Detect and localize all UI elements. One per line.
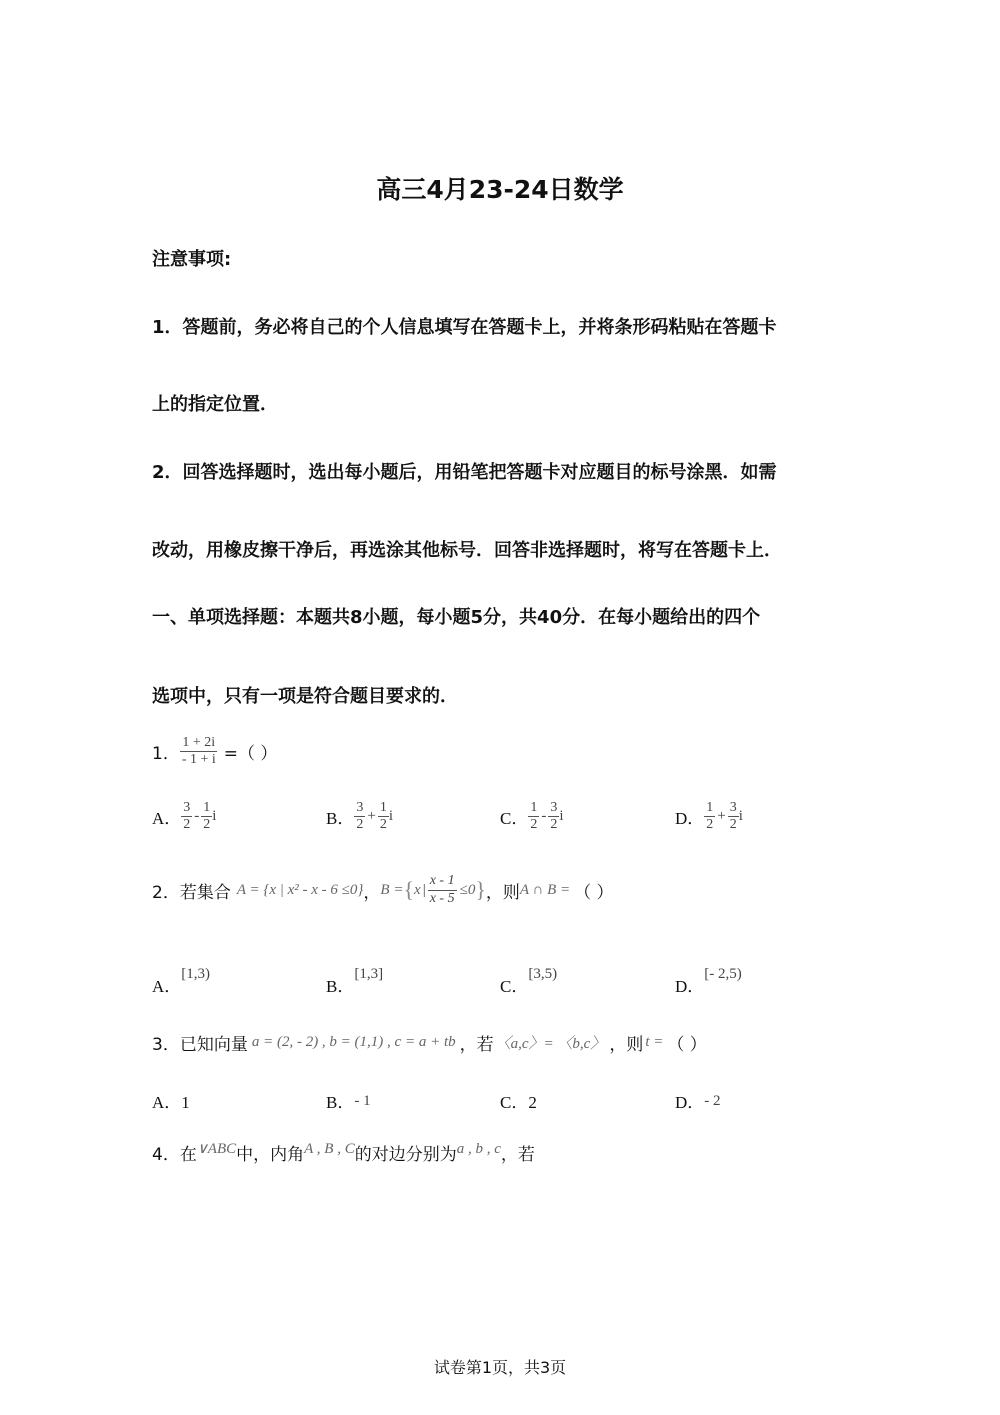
- imaginary-unit: i: [559, 808, 564, 825]
- question-4-number: 4．在: [152, 1145, 197, 1165]
- notice-2-line-2: 改动，用橡皮擦干净后，再选涂其他标号．回答非选择题时，将写在答题卡上．: [152, 540, 782, 561]
- question-3-option-d[interactable]: [675, 1088, 721, 1113]
- question-3-option-b[interactable]: [326, 1088, 371, 1113]
- question-1-option-c[interactable]: [500, 800, 564, 833]
- option-value: 2: [528, 1093, 537, 1112]
- notice-1-line-2: 上的指定位置．: [152, 394, 278, 415]
- set-b-fraction-numerator: x - 1: [428, 873, 457, 890]
- question-4-sides: a , b , c: [456, 1141, 501, 1157]
- right-brace: }: [475, 877, 486, 902]
- option-letter: A．: [152, 977, 182, 996]
- imaginary-unit: i: [738, 808, 743, 825]
- option-letter: B．: [326, 1093, 355, 1112]
- section-1-line-1: 一、单项选择题：本题共8小题，每小题5分，共40分．在每小题给出的四个: [152, 607, 761, 628]
- question-2-option-c[interactable]: [500, 958, 558, 996]
- question-1: [152, 735, 277, 768]
- set-b-prefix: B =: [380, 881, 404, 898]
- question-2-option-a[interactable]: [152, 958, 211, 996]
- option-letter: C．: [500, 809, 529, 829]
- question-4: [152, 1140, 535, 1165]
- question-4-triangle: ∨ABC: [196, 1141, 237, 1157]
- set-b-bar: |: [422, 881, 426, 898]
- option-letter: A．: [152, 809, 182, 829]
- question-2-option-d[interactable]: [675, 958, 742, 996]
- option-value: [- 2,5): [704, 966, 742, 982]
- question-1-fraction: [180, 735, 218, 768]
- question-1-tail: =（ ）: [223, 744, 278, 765]
- option-letter: B．: [326, 809, 355, 829]
- page-title: 高三4月23-24日数学: [376, 175, 624, 204]
- option-value: 1: [181, 1093, 190, 1112]
- fraction: $\frac{1}{2}$: [379, 800, 387, 833]
- question-1-option-a[interactable]: [152, 800, 216, 833]
- option-letter: B．: [326, 977, 355, 996]
- fraction: $\frac{3}{2}$: [729, 800, 737, 833]
- question-2-number: 2．若集合: [152, 882, 231, 903]
- option-letter: C．: [500, 1093, 529, 1112]
- question-3-then: ，则: [609, 1035, 644, 1055]
- option-letter: C．: [500, 977, 529, 996]
- operator: +: [367, 808, 376, 825]
- question-2: [152, 865, 614, 915]
- question-3-option-c[interactable]: [500, 1088, 537, 1113]
- notice-2-line-1: 2．回答选择题时，选出每小题后，用铅笔把答题卡对应题目的标号涂黑．如需: [152, 462, 777, 483]
- option-letter: D．: [675, 809, 705, 829]
- question-3-expression: t =: [645, 1034, 664, 1050]
- notice-heading: 注意事项:: [152, 249, 232, 270]
- question-3-options: [152, 1088, 852, 1112]
- question-3-condition: 〈a,c〉= 〈b,c〉: [495, 1036, 606, 1052]
- question-2-option-b[interactable]: [326, 958, 384, 996]
- option-value: [3,5): [528, 966, 558, 982]
- option-letter: A．: [152, 1093, 182, 1112]
- set-a-definition: A = {x | x² - x - 6 ≤0}: [236, 881, 364, 898]
- option-value: [1,3): [181, 966, 211, 982]
- imaginary-unit: i: [212, 808, 217, 825]
- question-2-then: ，则: [485, 882, 520, 903]
- option-letter: D．: [675, 977, 705, 996]
- fraction: $\frac{1}{2}$: [706, 800, 714, 833]
- question-3-vectors: a = (2, - 2) , b = (1,1) , c = a + tb: [251, 1034, 456, 1050]
- question-3: [152, 1030, 707, 1055]
- operator: +: [717, 808, 726, 825]
- option-value: - 2: [704, 1093, 721, 1109]
- question-1-fraction-numerator: 1 + 2i: [180, 735, 217, 752]
- question-2-comma: ，: [363, 882, 381, 903]
- fraction: $\frac{3}{2}$: [356, 800, 364, 833]
- set-b-variable: x: [414, 881, 421, 898]
- question-3-option-a[interactable]: [152, 1088, 190, 1113]
- question-3-if: ，若: [459, 1035, 494, 1055]
- option-letter: D．: [675, 1093, 705, 1112]
- operator: -: [194, 808, 200, 825]
- question-3-paren: （ ）: [667, 1035, 707, 1055]
- question-1-option-d[interactable]: [675, 800, 743, 833]
- page-footer: 试卷第1页，共3页: [433, 1358, 567, 1377]
- question-4-mid: 中，内角: [236, 1145, 305, 1165]
- question-1-number: 1．: [152, 744, 180, 765]
- question-2-expression: A ∩ B =: [519, 881, 571, 898]
- question-1-fraction-denominator: - 1 + i: [181, 752, 216, 768]
- fraction: $\frac{1}{2}$: [203, 800, 211, 833]
- question-2-options: [152, 958, 852, 994]
- question-4-angles: A , B , C: [304, 1141, 355, 1157]
- question-2-paren: （ ）: [574, 882, 614, 903]
- set-b-fraction-denominator: x - 5: [429, 890, 455, 906]
- operator: -: [541, 808, 547, 825]
- left-brace: {: [403, 877, 415, 902]
- question-1-option-b[interactable]: [326, 800, 393, 833]
- question-3-number: 3．已知向量: [152, 1035, 248, 1055]
- section-1-line-2: 选项中，只有一项是符合题目要求的．: [152, 686, 458, 707]
- notice-1-line-1: 1．答题前，务必将自己的个人信息填写在答题卡上，并将条形码粘贴在答题卡: [152, 317, 777, 338]
- fraction: $\frac{1}{2}$: [530, 800, 538, 833]
- option-value: [1,3]: [354, 966, 384, 982]
- fraction: $\frac{3}{2}$: [183, 800, 191, 833]
- imaginary-unit: i: [388, 808, 393, 825]
- question-4-tail: ，若: [500, 1145, 535, 1165]
- set-b-fraction: [428, 873, 457, 906]
- option-value: - 1: [354, 1093, 371, 1109]
- question-4-mid2: 的对边分别为: [354, 1145, 457, 1165]
- fraction: $\frac{3}{2}$: [550, 800, 558, 833]
- question-1-options: [152, 800, 852, 848]
- set-b-tail: ≤0: [459, 881, 476, 898]
